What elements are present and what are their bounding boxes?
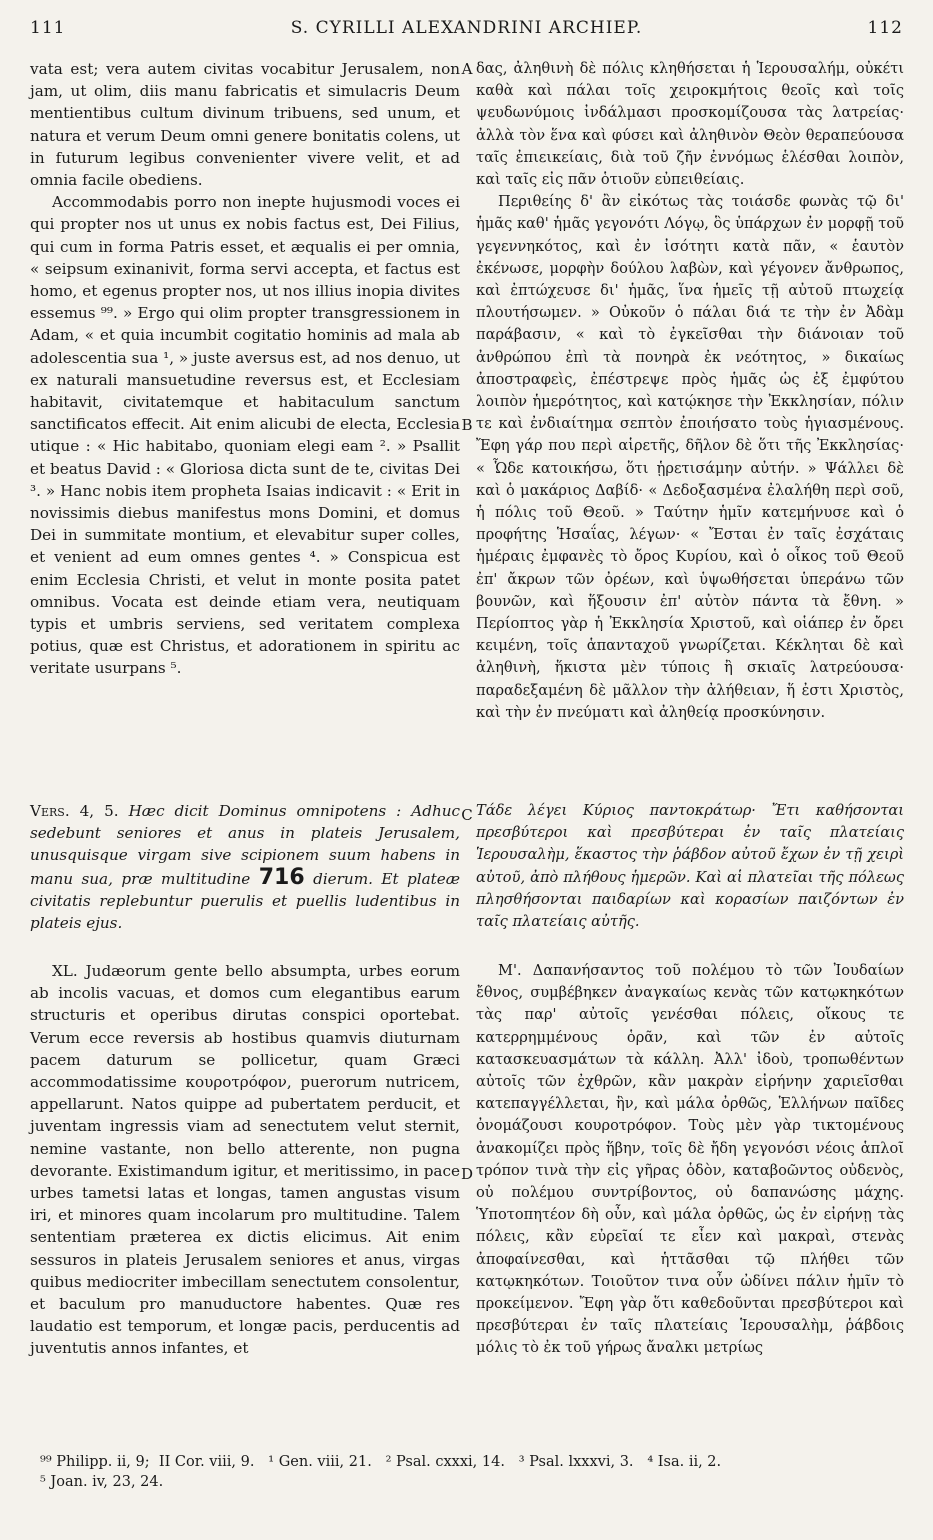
margin-marker-b: B xyxy=(461,416,473,434)
greek-paragraph: Περιθείης δ' ἂν εἰκότως τὰς τοιάσδε φωνὰς τῷ δι' ἡμᾶς καθ' ἡμᾶς γεγονότι Λόγῳ, ὃς ὑπάρχων ἐν μορφῇ τοῦ γεγεννηκότος, καὶ ἐν ἰσότητι κατὰ πᾶν, « ἑαυτὸν ἐκένωσε, μορφὴν δούλου λαβὼν, καὶ γέγονεν ἄνθρωπος, καὶ ἐπτώχευσε δι' ἡμᾶς, ἵνα ἡμεῖς τῇ αὐτοῦ πτωχείᾳ πλουτήσωμεν. » Οὐκοῦν ὁ πάλαι διά τε τὴν ἐν Ἀδὰμ παράβασιν, « καὶ τὸ ἐγκεῖσθαι τὴν διάνοιαν τοῦ ἀνθρώπου ἐπὶ τὰ πονηρὰ ἐκ νεότητος, » δικαίως ἀποστραφεὶς, ἐπέστρεψε πρὸς ἡμᾶς ὡς ἐξ ἐμφύτου λοιπὸν ἡμερότητος, καὶ κατῴκησε τὴν Ἐκκλησίαν, πόλιν τε καὶ ἐνδιαίτημα σεπτὸν ἐποιήσατο τοὺς ἡγιασμένους. Ἔφη γάρ που περὶ αἱρετῆς, δῆλον δὲ ὅτι τῆς Ἐκκλησίας· « Ὧδε κατοικήσω, ὅτι ᾑρετισάμην αὐτήν. » Ψάλλει δὲ καὶ ὁ μακάριος Δαβίδ· « Δεδοξασμένα ἐλαλήθη περὶ σοῦ, ἡ πόλις τοῦ Θεοῦ. » Ταύτην ἡμῖν κατεμήνυσε καὶ ὁ προφήτης Ἡσαΐας, λέγων· « Ἔσται ἐν ταῖς ἐσχάταις ἡμέραις ἐμφανὲς τὸ ὄρος Κυρίου, καὶ ὁ οἶκος τοῦ Θεοῦ ἐπ' ἄκρων τῶν ὀρέων, καὶ ὑψωθήσεται ὑπεράνω τῶν βουνῶν, καὶ ἥξουσιν ἐπ' αὐτὸν πάντα τὰ ἔθνη. » Περίοπτος γὰρ ἡ Ἐκκλησία Χριστοῦ, καὶ οἱάπερ ἐν ὄρει κειμένη, τοῖς ἁπανταχοῦ γνωρίζεται. Κέκληται δὲ καὶ ἀληθινὴ, ἥκιστα μὲν τύποις ἢ σκιαῖς λατρεύουσα· παραδεξαμένη δὲ μᾶλλον τὴν ἀλήθειαν, ἥ ἐστι Χριστὸς, καὶ τὴν ἐν πνεύματι καὶ ἀληθείᾳ προσκύνησιν. xyxy=(476,193,904,721)
verse-greek-text: Τάδε λέγει Κύριος παντοκράτωρ· Ἔτι καθήσονται πρεσβύτεροι καὶ πρεσβύτεραι ἐν ταῖς πλατείαις Ἱερουσαλὴμ, ἕκαστος τὴν ῥάβδον αὐτοῦ ἔχων ἐν τῇ χειρὶ αὐτοῦ, ἀπὸ πλήθους ἡμερῶν. Καὶ αἱ πλατεῖαι τῆς πόλεως πλησθήσονται παιδαρίων καὶ κορασίων παιζόντων ἐν ταῖς πλατείαις αὐτῆς. xyxy=(476,802,904,931)
greek-column-upper xyxy=(476,58,904,724)
latin-paragraph: Accommodabis porro non inepte hujusmodi voces ei qui propter nos ut unus ex nobis factus est, Dei Filius, qui cum in forma Patris esset, et æqualis ei per omnia, « seipsum exinanivit, forma servi accepta, et factus est homo, et egenus propter nos, ut nos illius inopia divites essemus ⁹⁹. » Ergo qui olim propter transgressionem in Adam, « et quia incumbit cogitatio hominis ad mala ab adolescentia sua ¹, » juste aversus est, ad nos denuo, ut ex naturali mansuetudine reversus est, et Ecclesiam habitavit, civitatemque et habitaculum sanctum sanctificatos effecit. Ait enim alicubi de electa, Ecclesia utique : « Hic habitabo, quoniam elegi eam ². » Psallit et beatus David : « Gloriosa dicta sunt de te, civitas Dei ³. » Hanc nobis item propheta Isaias indicavit : « Erit in novissimis diebus manifestus mons Domini, et domus Dei in summitate montium, et elevabitur super colles, et venient ad eum omnes gentes ⁴. » Conspicua est enim Ecclesia Christi, et velut in monte posita patet omnibus. Vocata est deinde etiam vera, neutiquam typis et umbris serviens, sed veritatem complexa potius, quæ est Christus, et adorationem in spiritu ac veritate usurpans ⁵. xyxy=(30,193,460,678)
page-header xyxy=(30,18,903,48)
running-title: S. CYRILLI ALEXANDRINI ARCHIEP. xyxy=(290,18,643,38)
page-number-right: 112 xyxy=(867,18,903,38)
verse-latin xyxy=(30,800,460,934)
footnotes xyxy=(40,1452,904,1492)
section-label-greek: Μ'. xyxy=(498,962,522,979)
verse-text: Hæc dicit Dominus omnipotens : Adhuc sedebunt seniores et anus in plateis Jerusalem, unusquisque virgam sive scipionem suum habens in manu sua, præ multitudine xyxy=(30,802,461,888)
footnote-line: ⁹⁹ Philipp. ii, 9; II Cor. viii, 9. ¹ Gen. viii, 21. ² Psal. cxxxi, 14. ³ Psal. lxxxvi, 3. ⁴ Isa. ii, 2. xyxy=(40,1454,722,1470)
verse-greek xyxy=(476,800,904,933)
verse-text-cont: dierum. Et plateæ civitatis replebuntur puerulis et puellis ludentibus in plateis ejus. xyxy=(30,869,460,933)
section-text: Judæorum gente bello absumpta, urbes eorum ab incolis vacuas, et domos cum elegantibus earum structuris et operibus dirutas conspici oportebat. Verum ecce reversis ab hostibus quamvis diuturnam pacem daturum se pollicetur, quam Græci accommodatissime κουροτρόφον, puerorum nutricem, appellarunt. Natos quippe ad pubertatem perducit, et juventam ingressis viam ad senectutem velut sternit, nemine vastante, non bello atterente, non pugna devorante. Existimandum igitur, et meritissimo, in pace urbes tametsi latas et longas, tamen angustas visum iri, et minores quam incolarum pro multitudine. Talem sententiam præterea ex dictis elicimus. Ait enim sessuros in plateis Jerusalem seniores et anus, virgas quibus mediocriter imbecillam senectutem consolentur, et baculum pro manuductore habentes. Quæ res laudatio est temporum, et longæ pacis, perducentis ad juventutis annos infantes, et xyxy=(30,962,461,1358)
section-greek xyxy=(476,960,904,1360)
page-number-left: 111 xyxy=(30,18,66,38)
latin-paragraph: vata est; vera autem civitas vocabitur Jerusalem, non jam, ut olim, diis manu fabricatis et simulacris Deum mentientibus cultum divinum tribuens, sed unum, et natura et verum Deum omni genere bonitatis colens, ut in futurum legibus convenienter vivere velit, et ad omnia facile obediens. xyxy=(30,60,460,190)
margin-marker-c: C xyxy=(461,806,473,824)
greek-paragraph: δας, ἀληθινὴ δὲ πόλις κληθήσεται ἡ Ἱερουσαλήμ, οὐκέτι καθὰ καὶ πάλαι τοῖς χειροκμήτοις θεοῖς καὶ τοῖς ψευδωνύμοις ἰνδάλμασι προσκομίζουσα τὰς λατρείας· ἀλλὰ τὸν ἕνα καὶ φύσει καὶ ἀληθινὸν Θεὸν θεραπεύουσα ταῖς ἐπιεικείαις, διὰ τοῦ ζῆν ἐννόμως ἑλέσθαι λοιπὸν, καὶ ταῖς εἰς πᾶν ὁτιοῦν εὐπειθείαις. xyxy=(476,60,904,189)
margin-marker-d: D xyxy=(460,1165,474,1183)
section-label: XL. xyxy=(52,962,78,980)
verse-label: Vers. 4, 5. xyxy=(30,802,119,820)
footnote-line: ⁵ Joan. iv, 23, 24. xyxy=(40,1474,164,1490)
margin-marker-a: A xyxy=(461,60,473,78)
section-text-greek: Δαπανήσαντος τοῦ πολέμου τὸ τῶν Ἰουδαίων ἔθνος, συμβέβηκεν ἀναγκαίως κενὰς τῶν κατῳκηκότων τὰς παρ' αὐτοῖς γενέσθαι πόλεις, οἴκους τε κατερρημμένους ὁρᾶν, καὶ τῶν ἐν αὐτοῖς κατασκευασμάτων τὰ κάλλη. Ἀλλ' ἰδοὺ, τροπωθέντων αὐτοῖς τῶν ἐχθρῶν, κἂν μακρὰν εἰρήνην χαριεῖσθαι κατεπαγγέλλεται, ἣν, καὶ μάλα ὀρθῶς, Ἑλλήνων παῖδες ὀνομάζουσι κουροτρόφον. Τοὺς μὲν γὰρ τικτομένους ἀνακομίζει πρὸς ἥβην, τοῖς δὲ ἤδη γεγονόσι νέοις ἁπλοῖ τρόπον τινὰ τὴν εἰς γῆρας ὁδὸν, καταβοῶντος οὐδενὸς, οὐ πολέμου συντρίβοντος, οὐ δαπανώσης μάχης. Ὑποτοπητέον δὴ οὖν, καὶ μάλα ὀρθῶς, ὡς ἐν εἰρήνῃ τὰς πόλεις, κἂν εὐρεῖαί τε εἶεν καὶ μακραὶ, στενὰς ἀποφαίνεσθαι, καὶ ἡττᾶσθαι τῷ πλήθει τῶν κατῳκηκότων. Τοιοῦτον τινα οὖν ὠδίνει πάλιν ἡμῖν τὸ προκείμενον. Ἔφη γὰρ ὅτι καθεδοῦνται πρεσβύτεροι καὶ πρεσβύτεραι ἐν ταῖς πλατείαις Ἱερουσαλὴμ, ῥάβδοις μόλις τὸ ἐκ τοῦ γήρως ἄναλκι μετρίως xyxy=(476,962,904,1357)
column-number: 716 xyxy=(258,864,305,890)
section-latin xyxy=(30,960,460,1360)
latin-column-upper xyxy=(30,58,460,680)
